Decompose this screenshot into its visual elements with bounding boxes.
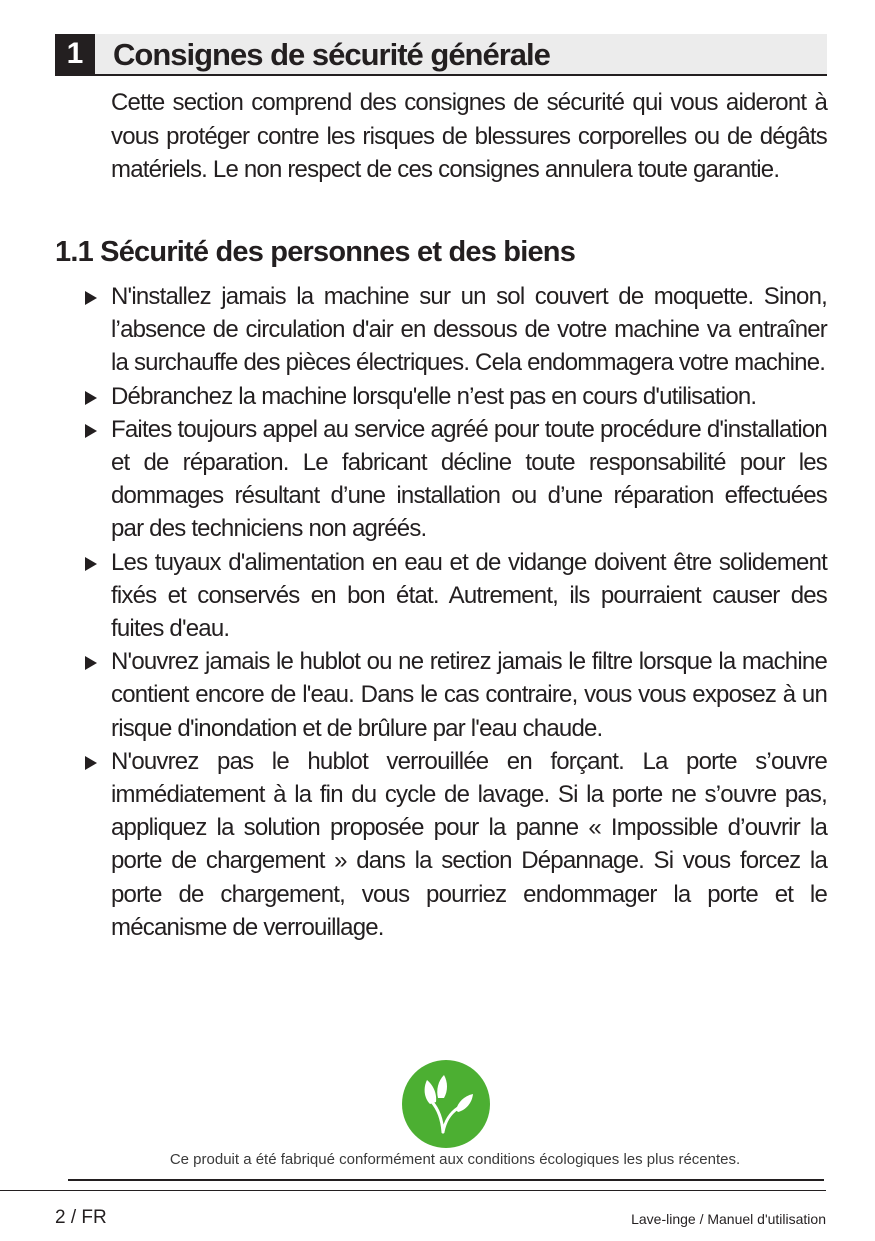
- safety-item-text: N'ouvrez jamais le hublot ou ne retirez jamais le filtre lorsque la machine contient encore de l'eau. Dans le cas contraire, vous vous exposez à un risque d'inondation et de brûlure par l'eau chaude.: [111, 648, 827, 742]
- section-number: 1: [55, 34, 95, 74]
- bullet-arrow-icon: [85, 424, 97, 438]
- bullet-arrow-icon: [85, 656, 97, 670]
- safety-item-text: Débranchez la machine lorsqu'elle n’est pas en cours d'utilisation.: [111, 382, 757, 410]
- safety-item: [111, 413, 827, 546]
- safety-item-text: N'installez jamais la machine sur un sol couvert de moquette. Sinon, l’absence de circulation d'air en dessous de votre machine va entraîner la surchauffe des pièces électriques. Cela endommagera votre machine.: [111, 283, 827, 377]
- safety-item: [111, 645, 827, 745]
- page-number: 2 / FR: [55, 1207, 107, 1228]
- subsection-title: 1.1 Sécurité des personnes et des biens: [55, 236, 576, 268]
- safety-item: [111, 380, 827, 413]
- safety-item: [111, 546, 827, 646]
- eco-caption: Ce produit a été fabriqué conformément aux conditions écologiques les plus récentes.: [169, 1151, 741, 1168]
- bullet-arrow-icon: [85, 557, 97, 571]
- safety-list: [111, 280, 827, 944]
- document-title: Lave-linge / Manuel d'utilisation: [631, 1211, 826, 1227]
- section-title: Consignes de sécurité générale: [113, 37, 550, 72]
- safety-item-text: N'ouvrez pas le hublot verrouillée en forçant. La porte s’ouvre immédiatement à la fin du cycle de lavage. Si la porte ne s’ouvre pas, appliquez la solution proposée pour la panne « Impossible d’ouvrir la porte de chargement » dans la section Dépannage. Si vous forcez la porte de chargement, vous pourriez endommager la porte et le mécanisme de verrouillage.: [111, 747, 827, 941]
- bullet-arrow-icon: [85, 391, 97, 405]
- safety-item: [111, 745, 827, 944]
- safety-item-text: Faites toujours appel au service agréé pour toute procédure d'installation et de réparation. Le fabricant décline toute responsabilité pour les dommages résultant d’une installation ou d’une réparation effectuées par des techniciens non agréés.: [111, 415, 827, 543]
- footer-divider-bottom: [0, 1190, 826, 1191]
- footer-divider: [68, 1179, 824, 1181]
- section-intro: Cette section comprend des consignes de sécurité qui vous aideront à vous protéger contre les risques de blessures corporelles ou de dégâts matériels. Le non respect de ces consignes annulera toute garantie.: [111, 89, 827, 183]
- section-header: [55, 34, 827, 76]
- bullet-arrow-icon: [85, 756, 97, 770]
- leaf-icon: [402, 1060, 490, 1148]
- safety-item-text: Les tuyaux d'alimentation en eau et de vidange doivent être solidement fixés et conservés en bon état. Autrement, ils pourraient causer des fuites d'eau.: [111, 548, 827, 643]
- bullet-arrow-icon: [85, 291, 97, 305]
- safety-item: [111, 280, 827, 380]
